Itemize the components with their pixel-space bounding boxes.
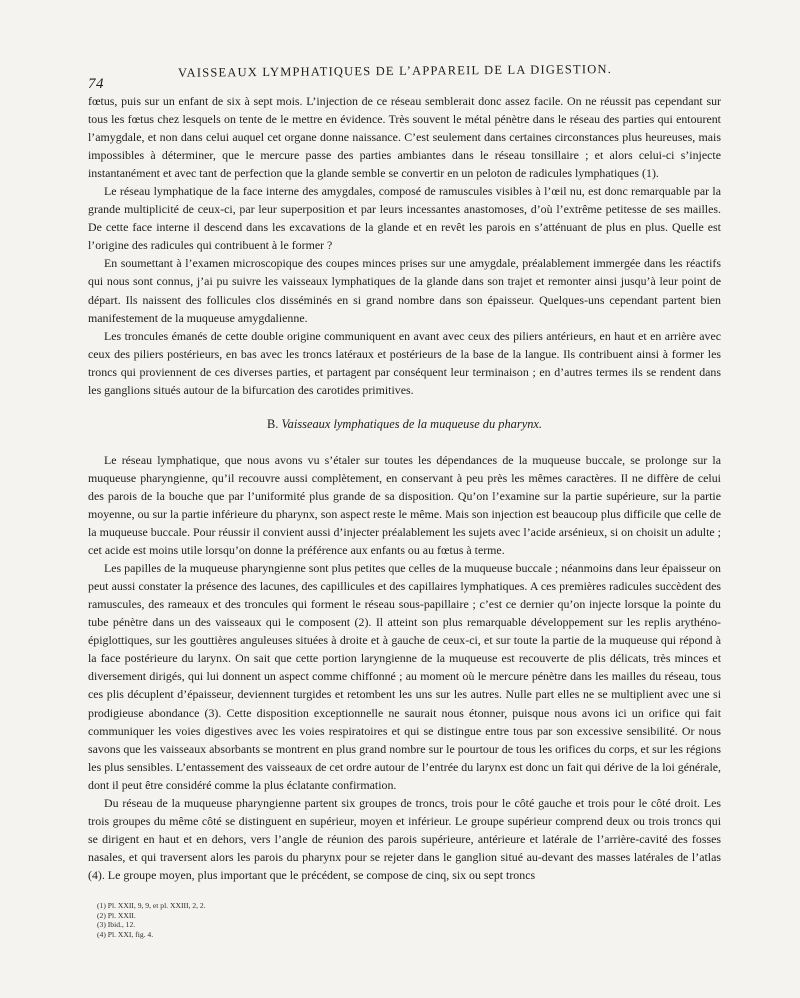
page-number: 74 — [88, 76, 104, 92]
paragraph: Le réseau lymphatique, que nous avons vu s’étaler sur toutes les dépendances de la muqueuse buccale, se prolonge sur la muqueuse pharyngienne, qu’il recouvre aussi complètement, en conservant à peu près les mêmes caractères. Il ne diffère de celui des parois de la bouche que par l’uniformité plus grande de sa disposition. Qu’on l’examine sur la partie supérieure, sur la partie moyenne, ou sur la partie inférieure du pharynx, son aspect reste le même. Mais son injection est beaucoup plus difficile que celle de la muqueuse buccale. Pour réussir il convient aussi d’injecter préalablement les sujets avec l’acide arsénieux, si on choisit un adulte ; cet acide est moins utile lorsqu’on donne la préférence aux enfants ou au fœtus à terme. — [88, 452, 721, 558]
footnote: (4) Pl. XXI, fig. 4. — [97, 929, 154, 939]
section-heading — [88, 415, 721, 433]
footnote: (3) Ibid., 12. — [97, 920, 136, 930]
paragraph: Les troncules émanés de cette double origine communiquent en avant avec ceux des piliers antérieurs, en haut et en arrière avec ceux des piliers postérieurs, en bas avec les troncs latéraux et postérieurs de la base de la langue. Ils contribuent ainsi à former les troncs qui proviennent de ces diverses parties, et partagent par conséquent leur terminaison ; en d’autres termes ils se rendent dans les ganglions situés autour de la bifurcation des carotides primitives. — [88, 328, 721, 397]
paragraph: Les papilles de la muqueuse pharyngienne sont plus petites que celles de la muqueuse buccale ; néanmoins dans leur épaisseur on peut aussi constater la présence des lacunes, des capillicules et des capillaires lymphatiques. A ces premières radicules succèdent des ramuscules, des rameaux et des troncules qui forment le réseau sous-papillaire ; c’est ce dernier qu’on injecte lorsque la pointe du tube pénètre dans un des vaisseaux qui le composent (2). Il atteint son plus remarquable développement sur les replis arythéno-épiglottiques, sur les gouttières anguleuses situées à droite et à gauche de ceux-ci, et sur toute la partie de la muqueuse qui répond à la face postérieure du larynx. On sait que cette portion laryngienne de la muqueuse est recouverte de plis délicats, très minces et diversement dirigés, qui lui donnent un aspect comme chiffonné ; au moment où le mercure pénètre dans les mailles du réseau, tous ces plis décuplent d’épaisseur, deviennent turgides et retombent les uns sur les autres. Nulle part elles ne se multiplient avec une si prodigieuse abondance (3). Cette disposition exceptionnelle ne saurait nous étonner, puisque nous avons ici un orifice qui fait communiquer les voies digestives avec les voies respiratoires et qui se distingue entre tous par son excessive sensibilité. Or nous savons que les vaisseaux absorbants se montrent en plus grand nombre sur le pourtour de tous les orifices du corps, et sur les régions les plus sensibles. L’entassement des vaisseaux de cet ordre autour de l’entrée du larynx est donc un fait qui dérive de la loi générale, dont il peut être considéré comme la plus éclatante confirmation. — [88, 561, 721, 792]
section-letter: B. — [267, 416, 279, 431]
section-title: Vaisseaux lymphatiques de la muqueuse du pharynx. — [281, 416, 542, 431]
footnote: (1) Pl. XXII, 9, 9, et pl. XXIII, 2, 2. — [97, 901, 206, 910]
paragraph: fœtus, puis sur un enfant de six à sept mois. L’injection de ce réseau semblerait donc assez facile. On ne réussit pas cependant sur tous les fœtus chez lesquels on tente de le mettre en évidence. Très souvent le métal pénètre dans le réseau des parties qui entourent l’amygdale, et non dans celui auquel cet organe donne naissance. C’est seulement dans certaines circonstances plus heureuses, mais impossibles à déterminer, que le mercure passe des parties ambiantes dans le réseau tonsillaire ; et alors celui-ci s’injecte instantanément et avec tant de perfection que la glande semble se convertir en un peloton de radicules lymphatiques (1). — [88, 94, 721, 181]
footnote: (2) Pl. XXII. — [97, 910, 136, 920]
paragraph: Le réseau lymphatique de la face interne des amygdales, composé de ramuscules visibles à l’œil nu, est donc remarquable par la grande multiplicité de ceux-ci, par leur superposition et par leurs incessantes anastomoses, d’où l’extrême petitesse de ses mailles. De cette face interne il descend dans les excavations de la glande et en revêt les parois en s’atténuant de plus en plus. Quelle est l’origine des radicules qui contribuent à le former ? — [88, 184, 721, 253]
footnotes — [97, 901, 397, 939]
body-text — [88, 92, 721, 884]
running-head: VAISSEAUX LYMPHATIQUES DE L’APPAREIL DE LA DIGESTION. — [177, 62, 613, 80]
paragraph: Du réseau de la muqueuse pharyngienne partent six groupes de troncs, trois pour le côté gauche et trois pour le côté droit. Les trois groupes du même côté se distinguent en supérieur, moyen et inférieur. Le groupe supérieur comprend deux ou trois troncs qui se dirigent en haut et en dehors, vers l’angle de réunion des parois supérieure, antérieure et latérale de l’arrière-cavité des fosses nasales, et qui traversent alors les parois du pharynx pour se rejeter dans le ganglion situé au-devant des masses latérales de l’atlas (4). Le groupe moyen, plus important que le précédent, se compose de cinq, six ou sept troncs — [88, 795, 721, 882]
paragraph: En soumettant à l’examen microscopique des coupes minces prises sur une amygdale, préalablement immergée dans les réactifs qui nous sont connus, j’ai pu suivre les vaisseaux lymphatiques de la glande dans son trajet et remonter ainsi jusqu’à leur point de départ. Ils naissent des follicules clos disséminés en si grand nombre dans son épaisseur. Quelques-uns cependant partent bien manifestement de la muqueuse amygdalienne. — [88, 256, 721, 325]
